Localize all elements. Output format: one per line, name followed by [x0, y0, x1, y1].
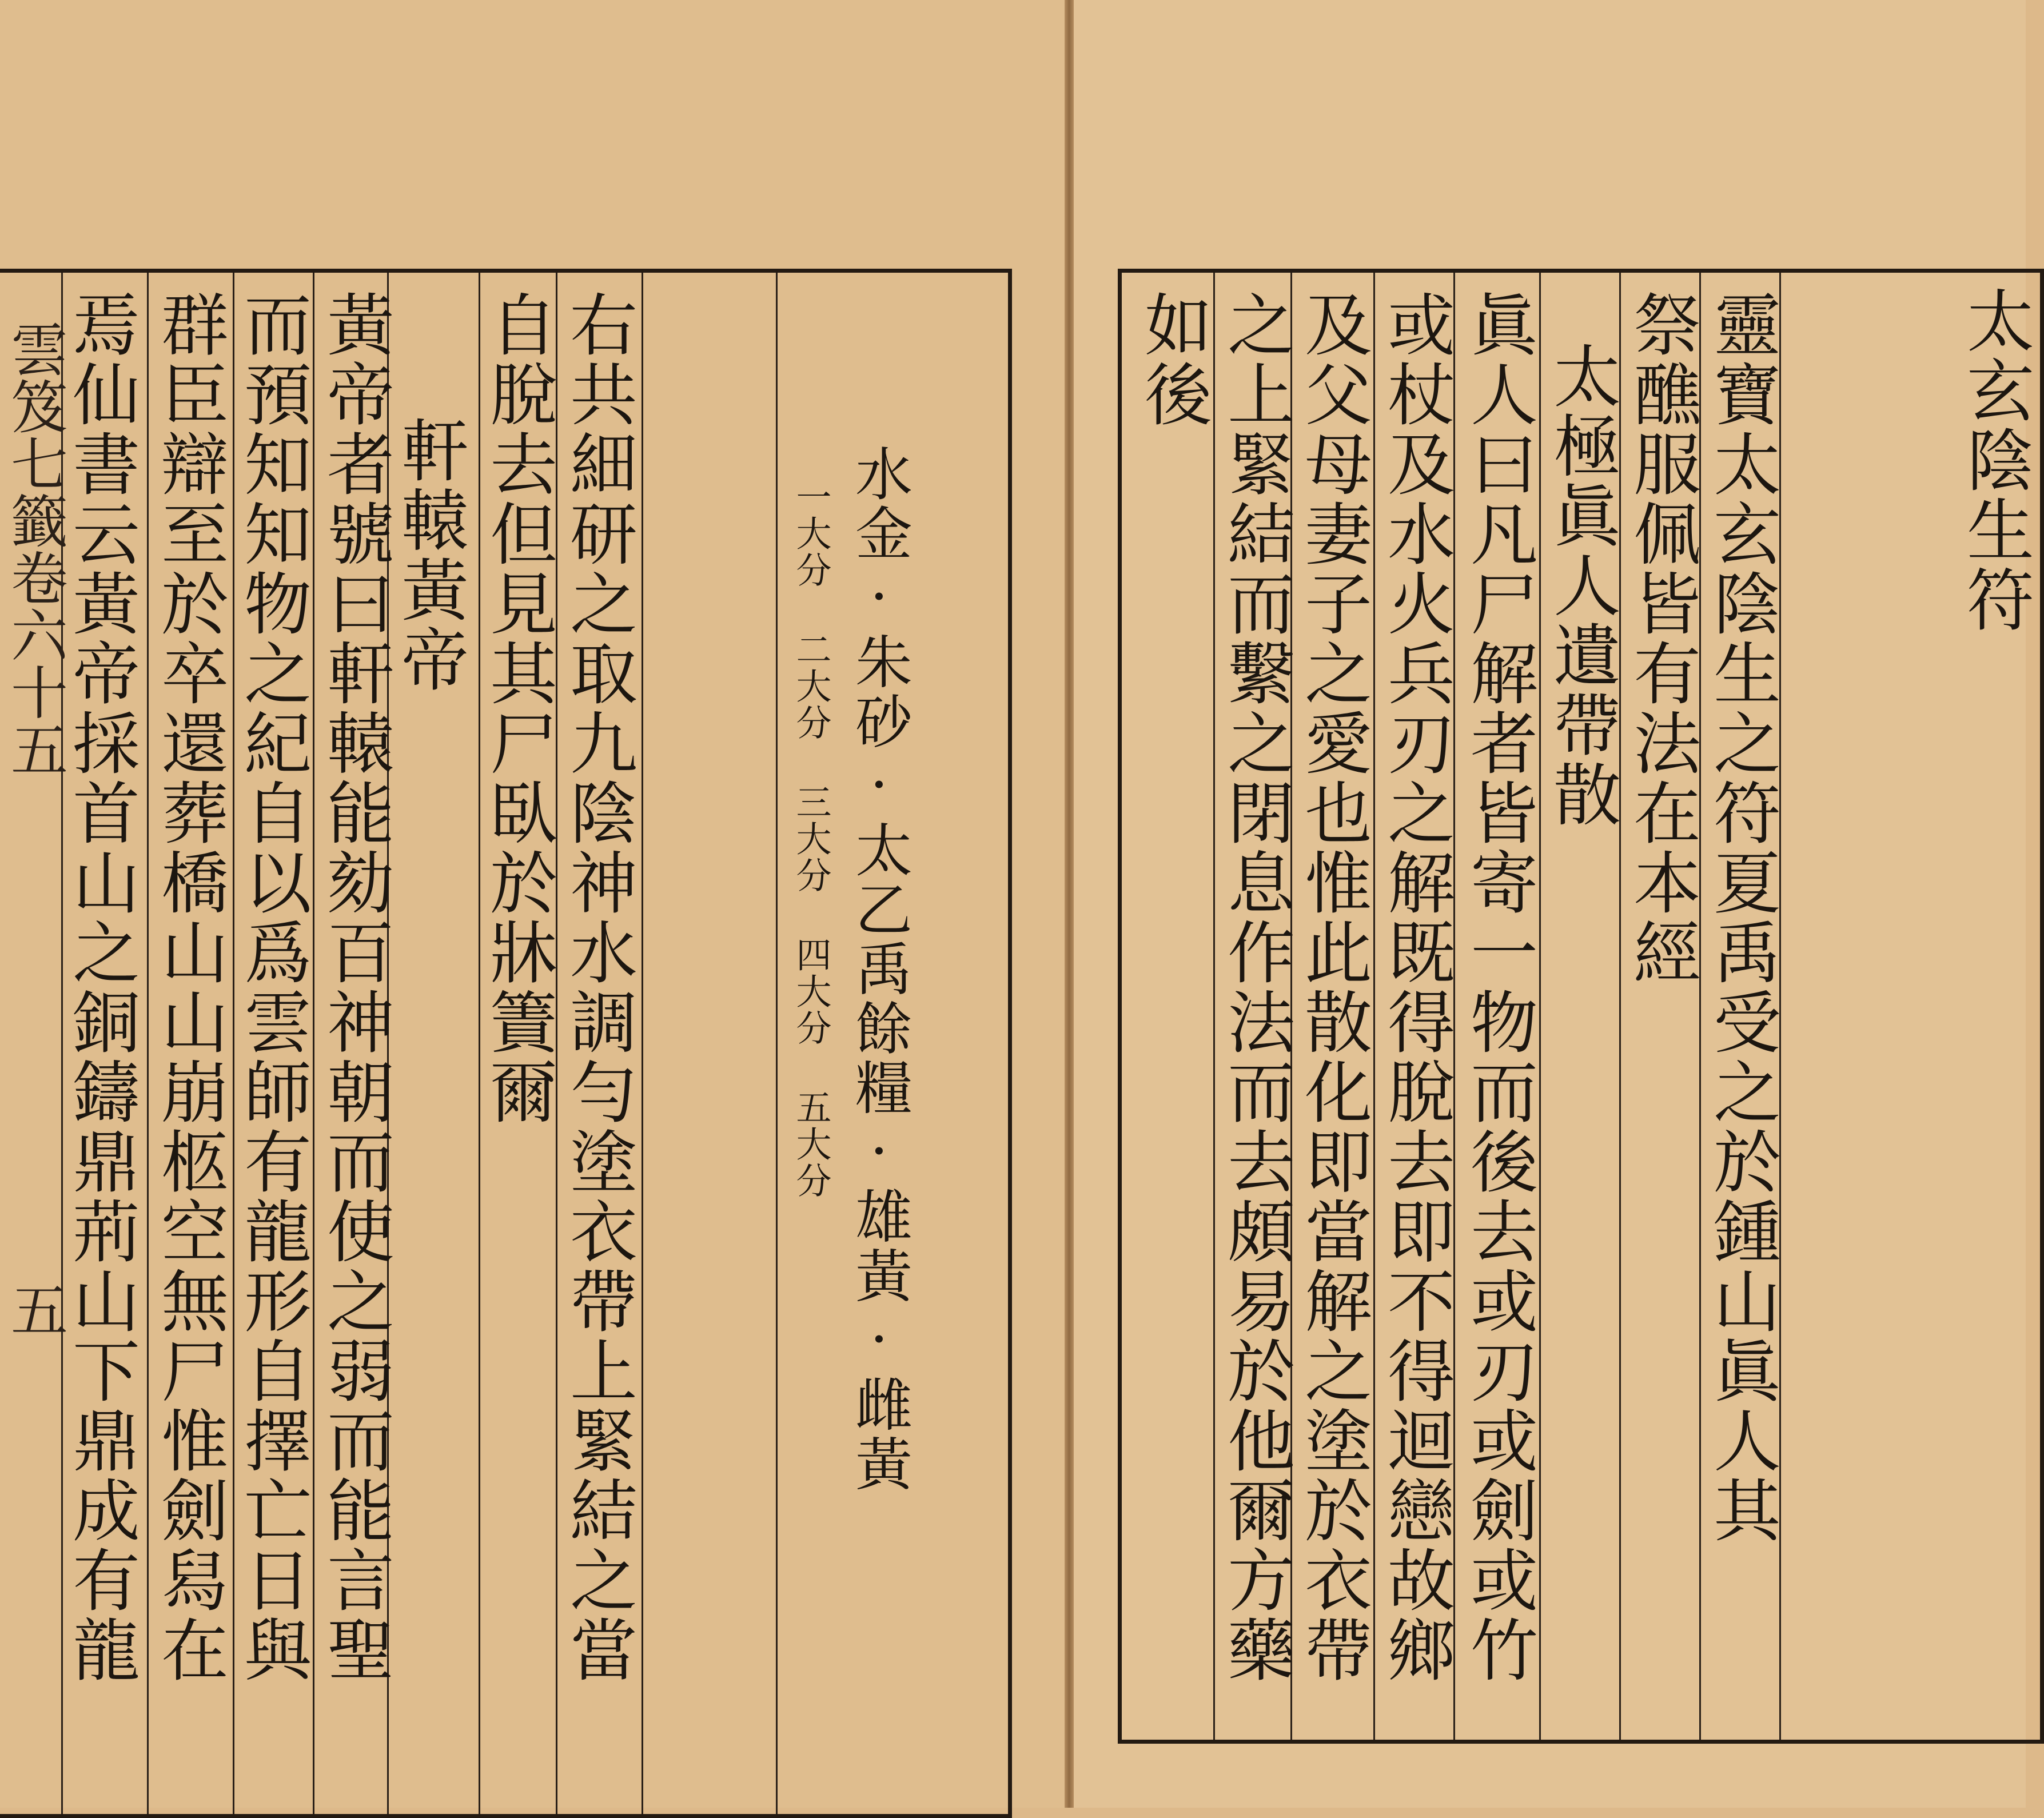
column-rule: [1539, 273, 1541, 1740]
recipe-quantities: 一大分 二大分 三大分 四大分 五大分: [790, 479, 832, 1199]
book-spine: [1065, 0, 1074, 1808]
text-column-7: 右共細研之取九陰神水調勻塗衣帶上緊結之當: [559, 290, 637, 1685]
column-rule: [642, 273, 643, 1814]
text-column-r5: 或杖及水火兵刃之解既得脫去即不得迴戀故鄉: [1376, 290, 1455, 1685]
margin-book-title: 雲笈七籤卷六十五: [1, 320, 68, 778]
text-column-2: 群臣辯至於卒還葬橋山山崩柩空無尸惟劍舄在: [150, 290, 229, 1685]
text-column-r4: 眞人曰凡尸解者皆寄一物而後去或刃或劍或竹: [1459, 290, 1538, 1685]
column-rule: [313, 273, 314, 1814]
text-column-4: 黃帝者號曰軒轅能劾百神朝而使之弱而能言聖: [316, 290, 395, 1685]
right-text-frame: [1118, 269, 2044, 1744]
text-column-r6: 及父母妻子之愛也惟此散化即當解之塗於衣帶: [1293, 290, 1372, 1685]
text-column-r7: 之上緊結而繫之閉息作法而去頗易於他爾方藥: [1216, 290, 1295, 1685]
column-rule: [1213, 273, 1215, 1740]
column-rule: [1373, 273, 1375, 1740]
heading-xuanyuan-huangdi: 軒轅黃帝: [390, 416, 469, 695]
text-column-3: 而預知知物之紀自以爲雲師有龍形自擇亡日與: [233, 290, 312, 1685]
text-column-1: 焉仙書云黃帝採首山之銅鑄鼎荊山下鼎成有龍: [61, 290, 140, 1685]
recipe-ingredients: 水金·朱砂·太乙禹餘糧·雄黃·雌黃: [846, 444, 913, 1494]
column-rule: [147, 273, 149, 1814]
cut-off-column-fragment: 太玄陰生符: [1955, 286, 2034, 635]
margin-folio-number: 五: [1, 1281, 68, 1338]
text-column-6: 自脫去但見其尸臥於牀簀爾: [479, 290, 557, 1127]
heading-taiji-zhenren: 太極眞人遺帶散: [1542, 341, 1621, 830]
column-rule: [776, 273, 778, 1814]
text-column-r2: 祭醮服佩皆有法在本經: [1622, 290, 1701, 987]
text-column-r1: 靈寶太玄陰生之符夏禹受之於鍾山眞人其: [1702, 290, 1781, 1545]
left-text-frame: [0, 269, 1012, 1818]
text-column-ruhou: 如後: [1133, 290, 1212, 429]
